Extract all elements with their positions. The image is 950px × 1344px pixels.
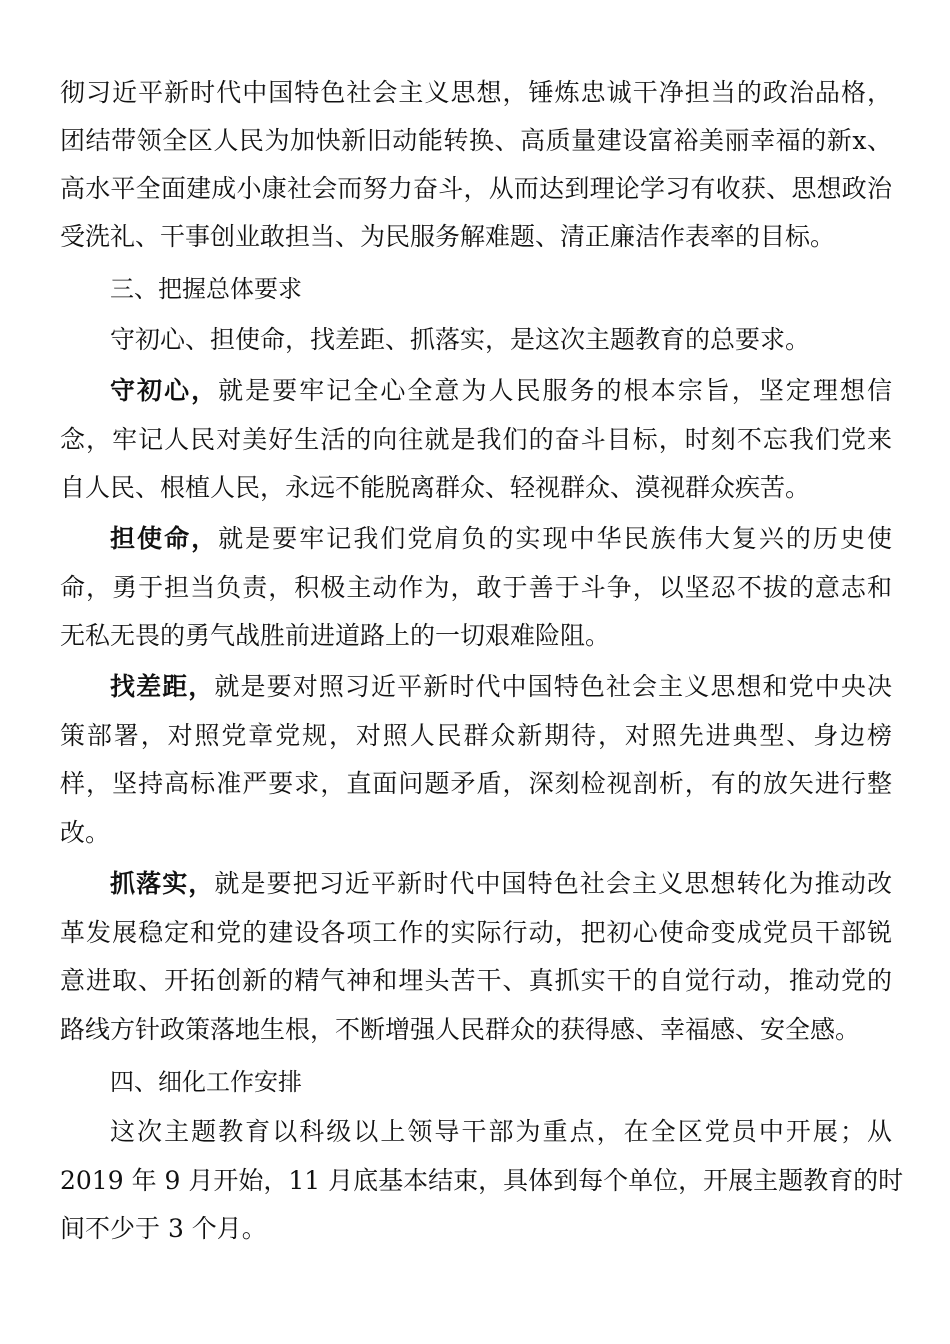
section-4-line-3: 间不少于 3 个月。 [60,1214,267,1243]
item-2-first-text: 就是要牢记我们党肩负的实现中华民族伟大复兴的历史使 [218,524,892,553]
item-1-lead: 守初心， [110,376,219,405]
item-3-line-2: 策部署，对照党章党规，对照人民群众新期待，对照先进典型、身边榜 [60,721,892,750]
item-4-line-2: 革发展稳定和党的建设各项工作的实际行动，把初心使命变成党员干部锐 [60,918,892,947]
item-1-first-text: 就是要牢记全心全意为人民服务的根本宗旨，坚定理想信 [218,376,892,405]
intro-line-2: 团结带领全区人民为加快新旧动能转换、高质量建设富裕美丽幸福的新x、 [60,126,892,155]
item-1-line-3: 自人民、根植人民，永远不能脱离群众、轻视群众、漠视群众疾苦。 [60,473,811,502]
item-3-first-text: 就是要对照习近平新时代中国特色社会主义思想和党中央决 [214,672,892,701]
item-3-line-3: 样，坚持高标准严要求，直面问题矛盾，深刻检视剖析，有的放矢进行整 [60,769,892,798]
item-4-first-text: 就是要把习近平新时代中国特色社会主义思想转化为推动改 [214,869,892,898]
item-4-line-4: 路线方针政策落地生根，不断增强人民群众的获得感、幸福感、安全感。 [60,1015,861,1044]
item-2-lead: 担使命， [110,524,219,553]
section-4-heading: 四、细化工作安排 [110,1068,302,1096]
item-4-first-line [110,864,892,904]
item-1-line-2: 念，牢记人民对美好生活的向往就是我们的奋斗目标，时刻不忘我们党来 [60,425,892,454]
item-3-lead: 找差距， [110,672,215,701]
section-4-line-2: 2019 年 9 月开始，11 月底基本结束，具体到每个单位，开展主题教育的时 [60,1166,904,1195]
item-4-line-3: 意进取、开拓创新的精气神和埋头苦干、真抓实干的自觉行动，推动党的 [60,966,892,995]
item-3-line-4: 改。 [60,818,111,847]
intro-line-4: 受洗礼、干事创业敢担当、为民服务解难题、清正廉洁作表率的目标。 [60,222,836,251]
item-4-lead: 抓落实， [110,869,215,898]
item-2-line-3: 无私无畏的勇气战胜前进道路上的一切艰难险阻。 [60,621,611,650]
section-3-summary: 守初心、担使命，找差距、抓落实，是这次主题教育的总要求。 [110,325,811,354]
item-3-first-line [110,667,892,707]
item-2-line-2: 命，勇于担当负责，积极主动作为，敢于善于斗争，以坚忍不拔的意志和 [60,573,892,602]
item-1-first-line [110,371,892,411]
intro-line-3: 高水平全面建成小康社会而努力奋斗，从而达到理论学习有收获、思想政治 [60,174,892,203]
section-3-heading: 三、把握总体要求 [110,275,302,303]
item-2-first-line [110,519,892,559]
intro-line-1: 彻习近平新时代中国特色社会主义思想，锤炼忠诚干净担当的政治品格， [60,78,892,107]
section-4-first-line: 这次主题教育以科级以上领导干部为重点，在全区党员中开展；从 [110,1117,892,1146]
